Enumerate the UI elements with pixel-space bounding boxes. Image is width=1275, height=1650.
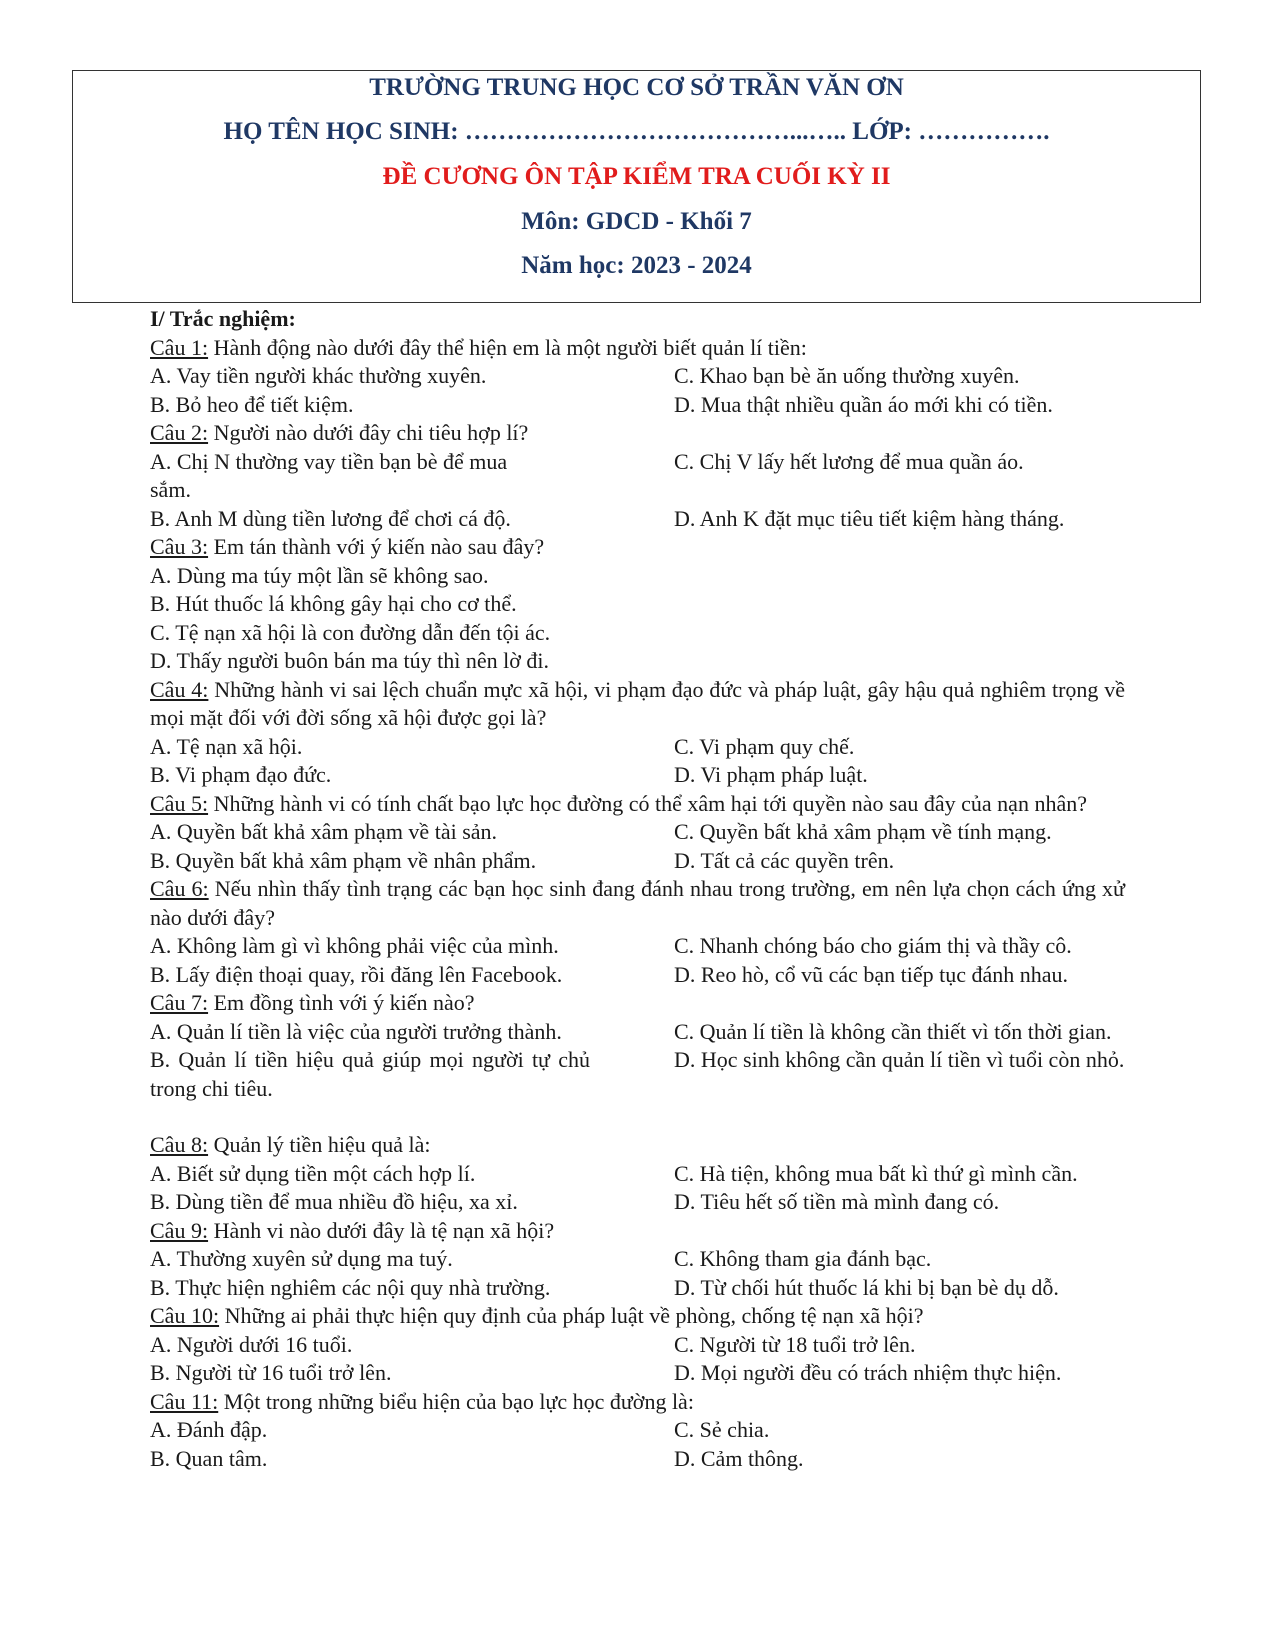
answer-a: A. Đánh đập. <box>150 1417 268 1442</box>
question-text: Hành động nào dưới đây thể hiện em là một người biết quản lí tiền: <box>208 334 807 360</box>
answer-d: D. Anh K đặt mục tiêu tiết kiệm hàng tháng. <box>674 505 1065 531</box>
answer-c: C. Vi phạm quy chế. <box>674 733 855 759</box>
answer-a: A. Người dưới 16 tuổi. <box>150 1331 353 1357</box>
question-text: Những ai phải thực hiện quy định của pháp luật về phòng, chống tệ nạn xã hội? <box>219 1303 924 1328</box>
question-number: Câu 5: <box>150 790 209 816</box>
question-number: Câu 6: <box>150 876 209 901</box>
question-number: Câu 11: <box>150 1388 219 1414</box>
question <box>150 1217 1125 1303</box>
answer-b: B. Thực hiện nghiêm các nội quy nhà trường. <box>150 1274 551 1300</box>
answer-d: D. Học sinh không cần quản lí tiền vì tuổi còn nhỏ. <box>674 1047 1125 1072</box>
answer-d: D. Vi phạm pháp luật. <box>674 762 868 787</box>
document-body <box>150 305 1125 1473</box>
section-title: I/ Trắc nghiệm: <box>150 306 296 331</box>
answer-c: C. Khao bạn bè ăn uống thường xuyên. <box>674 363 1020 388</box>
question-text: Người nào dưới đây chi tiêu hợp lí? <box>208 420 529 445</box>
document-header <box>72 70 1201 303</box>
question-text: Em tán thành với ý kiến nào sau đây? <box>208 534 545 559</box>
answer-d: D. Cảm thông. <box>674 1445 804 1471</box>
answer-a: A. Chị N thường vay tiền bạn bè để mua sắm. <box>150 448 508 502</box>
answer-a: A. Vay tiền người khác thường xuyên. <box>150 363 487 388</box>
answer-a: A. Tệ nạn xã hội. <box>150 733 303 759</box>
answer-c: C. Nhanh chóng báo cho giám thị và thầy cô. <box>674 933 1072 958</box>
answer-d: D. Từ chối hút thuốc lá khi bị bạn bè dụ dỗ. <box>674 1274 1059 1300</box>
question-text: Quản lý tiền hiệu quả là: <box>208 1132 431 1157</box>
question <box>150 1388 1125 1474</box>
answer-b: B. Quan tâm. <box>150 1445 268 1471</box>
answer-b: B. Hút thuốc lá không gây hại cho cơ thể. <box>150 591 517 616</box>
question <box>150 875 1125 989</box>
answer-b: B. Anh M dùng tiền lương để chơi cá độ. <box>150 505 511 531</box>
question-text: Những hành vi có tính chất bạo lực học đường có thể xâm hại tới quyền nào sau đây của nạn nhân? <box>208 790 1087 816</box>
answer-c: C. Chị V lấy hết lương để mua quần áo. <box>674 448 1024 474</box>
answer-c: C. Hà tiện, không mua bất kì thứ gì mình cần. <box>674 1160 1078 1186</box>
answer-a: A. Quyền bất khả xâm phạm về tài sản. <box>150 819 498 844</box>
answer-c: C. Quản lí tiền là không cần thiết vì tốn thời gian. <box>674 1018 1112 1044</box>
student-info-line: HỌ TÊN HỌC SINH: …………………………………...….. LỚP: ……………. <box>223 118 1050 145</box>
question <box>150 334 1125 420</box>
question <box>150 533 1125 676</box>
answer-d: D. Reo hò, cổ vũ các bạn tiếp tục đánh nhau. <box>674 961 1069 987</box>
answer-b: B. Người từ 16 tuổi trở lên. <box>150 1360 392 1385</box>
answer-d: D. Thấy người buôn bán ma túy thì nên lờ đi. <box>150 648 549 673</box>
answer-b: B. Vi phạm đạo đức. <box>150 762 332 787</box>
question-number: Câu 9: <box>150 1217 209 1243</box>
question <box>150 676 1125 790</box>
answer-c: C. Người từ 18 tuổi trở lên. <box>674 1331 916 1357</box>
answer-b: B. Lấy điện thoại quay, rồi đăng lên Facebook. <box>150 961 563 987</box>
question <box>150 1131 1125 1217</box>
question <box>150 1302 1125 1388</box>
question-number: Câu 10: <box>150 1303 220 1328</box>
question-text: Những hành vi sai lệch chuẩn mực xã hội, vi phạm đạo đức và pháp luật, gây hậu quả nghiêm trọng về mọi mặt đối với đời sống xã hội được gọi là? <box>150 676 1125 730</box>
question <box>150 790 1125 876</box>
answer-a: A. Thường xuyên sử dụng ma tuý. <box>150 1246 453 1271</box>
answer-b: B. Quyền bất khả xâm phạm về nhân phẩm. <box>150 847 537 873</box>
answer-b: B. Quản lí tiền hiệu quả giúp mọi người tự chủ trong chi tiêu. <box>150 1047 590 1101</box>
answer-a: A. Quản lí tiền là việc của người trưởng thành. <box>150 1018 562 1044</box>
question-number: Câu 2: <box>150 420 209 445</box>
answer-c: C. Quyền bất khả xâm phạm về tính mạng. <box>674 819 1052 844</box>
school-year: Năm học: 2023 - 2024 <box>521 252 752 279</box>
question-number: Câu 1: <box>150 334 209 360</box>
subject-line: Môn: GDCD - Khối 7 <box>521 208 752 235</box>
question-text: Hành vi nào dưới đây là tệ nạn xã hội? <box>208 1217 555 1243</box>
answer-d: D. Mọi người đều có trách nhiệm thực hiện. <box>674 1360 1062 1385</box>
answer-a: A. Biết sử dụng tiền một cách hợp lí. <box>150 1160 476 1186</box>
question <box>150 419 1125 533</box>
question-number: Câu 7: <box>150 990 209 1015</box>
question-number: Câu 3: <box>150 534 209 559</box>
answer-c: C. Tệ nạn xã hội là con đường dẫn đến tội ác. <box>150 619 551 645</box>
document-title: ĐỀ CƯƠNG ÔN TẬP KIỂM TRA CUỐI KỲ II <box>382 163 891 190</box>
answer-a: A. Không làm gì vì không phải việc của mình. <box>150 933 559 958</box>
question-text: Một trong những biểu hiện của bạo lực học đường là: <box>218 1388 694 1414</box>
answer-c: C. Không tham gia đánh bạc. <box>674 1246 932 1271</box>
question-number: Câu 8: <box>150 1132 209 1157</box>
question-text: Em đồng tình với ý kiến nào? <box>208 990 475 1015</box>
answer-c: C. Sẻ chia. <box>674 1417 770 1442</box>
school-name: TRƯỜNG TRUNG HỌC CƠ SỞ TRẦN VĂN ƠN <box>369 74 904 101</box>
answer-b: B. Bỏ heo để tiết kiệm. <box>150 391 354 417</box>
answer-d: D. Tất cả các quyền trên. <box>674 847 895 873</box>
answer-d: D. Mua thật nhiều quần áo mới khi có tiền. <box>674 391 1053 417</box>
question <box>150 989 1125 1131</box>
question-text: Nếu nhìn thấy tình trạng các bạn học sinh đang đánh nhau trong trường, em nên lựa chọn cách ứng xử nào dưới đây? <box>150 876 1125 930</box>
answer-d: D. Tiêu hết số tiền mà mình đang có. <box>674 1189 1000 1214</box>
answer-b: B. Dùng tiền để mua nhiều đồ hiệu, xa xỉ. <box>150 1189 518 1214</box>
answer-a: A. Dùng ma túy một lần sẽ không sao. <box>150 562 489 588</box>
question-number: Câu 4: <box>150 676 209 702</box>
